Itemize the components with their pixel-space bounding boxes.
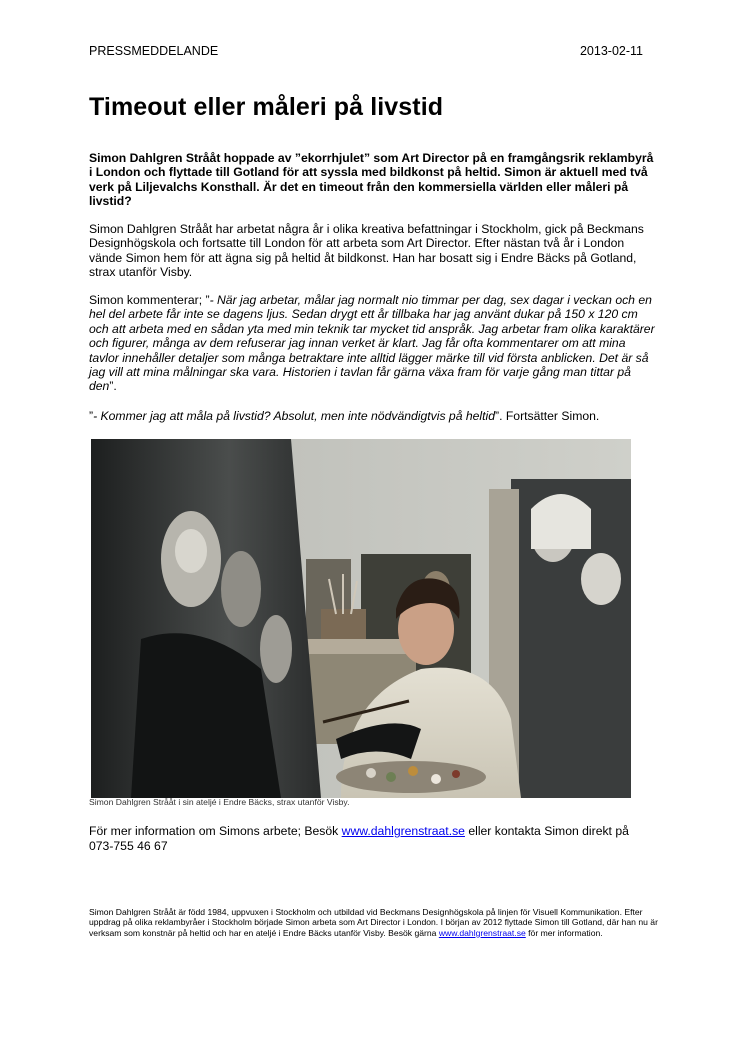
- quote-intro: Simon kommenterar; ”: [89, 293, 210, 307]
- info-text-before: För mer information om Simons arbete; Besök: [89, 824, 342, 838]
- footer-text: Simon Dahlgren Strååt är född 1984, uppvuxen i Stockholm och utbildad vid Beckmans Designhögskola på linjen för Visuell Kommunikation. Efter uppdrag på olika reklambyråer i Stockholm började Simon arbeta som Art Director i London. I början av 2012 flyttade Simon till Gotland, där han nu är verksam som konstnär på heltid och har en ateljé i Endre Bäcks utanför Visby. Besök gärna: [89, 907, 658, 938]
- page-title: Timeout eller måleri på livstid: [89, 93, 444, 121]
- footer-text-after: för mer information.: [525, 927, 603, 938]
- closing-quote: - Kommer jag att måla på livstid? Absolut, men inte nödvändigtvis på heltid: [93, 409, 496, 423]
- closing-outro: ”. Fortsätter Simon.: [495, 409, 600, 423]
- closing-open: ”: [89, 409, 94, 423]
- artist-photo: [91, 439, 631, 798]
- website-link[interactable]: www.dahlgrenstraat.se: [341, 824, 465, 838]
- document-type-label: PRESSMEDDELANDE: [89, 44, 219, 58]
- contact-info-paragraph: [89, 824, 655, 854]
- quote-outro: ”.: [109, 379, 117, 394]
- footer-website-link[interactable]: www.dahlgrenstraat.se: [438, 927, 526, 938]
- body-paragraph-1: Simon Dahlgren Strååt har arbetat några år i olika kreativa befattningar i Stockholm, gick på Beckmans Designhögskola och fortsatte till London för att arbeta som Art Director. Efter nästan två år i London vände Simon hem för att ägna sig på heltid åt bildkonst. Han har bosatt sig i Endre Bäcks på Gotland, strax utanför Visby.: [89, 222, 644, 280]
- quote-text: - När jag arbetar, målar jag normalt nio timmar per dag, sex dagar i veckan och en hel del arbete får inte se dagens ljus. Sedan drygt ett år tillbaka har jag använt dukar på 150 x 120 cm och att arbeta med en sådan yta med min teknik tar mycket tid anspråk. Jag arbetar fram olika karaktärer och figurer, många av dem refuserar jag innan verket är klart. Jag får ofta kommentarer om att mina tavlor innehåller detaljer som många betraktare inte alltid lägger märke till vid första anblicken. Det är så jag vill att mina målningar ska vara. Historien i tavlan får gärna växa fram för varje gång man tittar på den: [89, 293, 655, 394]
- info-text-after: eller kontakta Simon direkt på 073-755 46 67: [89, 824, 629, 853]
- document-date: 2013-02-11: [579, 44, 643, 58]
- footer-bio: [89, 907, 659, 938]
- lead-paragraph: Simon Dahlgren Strååt hoppade av ”ekorrhjulet” som Art Director på en framgångsrik reklambyrå i London och flyttade till Gotland för att syssla med bildkonst på heltid. Simon är aktuell med två verk på Liljevalchs Konsthall. Är det en timeout från den kommersiella världen eller måleri på livstid?: [89, 151, 654, 209]
- body-paragraph-closing: [89, 409, 655, 423]
- body-paragraph-quote: [89, 293, 655, 394]
- photo-caption: Simon Dahlgren Strååt i sin ateljé i Endre Bäcks, strax utanför Visby.: [89, 797, 350, 807]
